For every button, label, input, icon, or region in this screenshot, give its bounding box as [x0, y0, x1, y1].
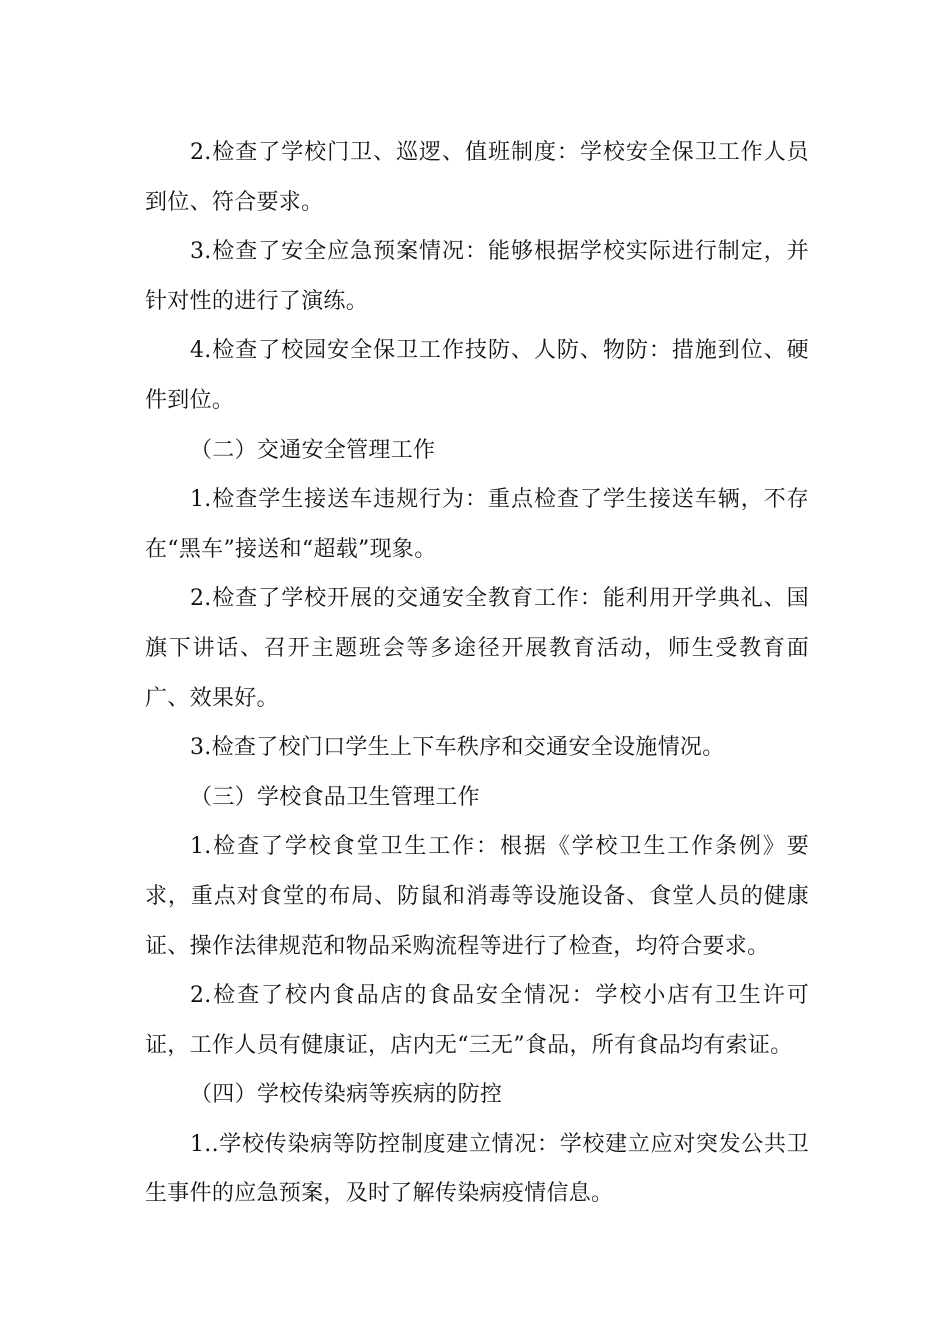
paragraph-food-store: 2.检查了校内食品店的食品安全情况：学校小店有卫生许可证，工作人员有健康证，店内无“三无”食品，所有食品均有索证。 — [145, 983, 809, 1058]
paragraph-traffic-education: 2.检查了学校开展的交通安全教育工作：能利用开学典礼、国旗下讲话、召开主题班会等多途径开展教育活动，师生受教育面广、效果好。 — [145, 586, 809, 711]
paragraph-emergency-plan: 3.检查了安全应急预案情况：能够根据学校实际进行制定，并针对性的进行了演练。 — [145, 239, 809, 314]
paragraph-shuttle-violations: 1.检查学生接送车违规行为：重点检查了学生接送车辆，不存在“黑车”接送和“超载”现象。 — [145, 487, 809, 562]
paragraph-campus-security: 4.检查了校园安全保卫工作技防、人防、物防：措施到位、硬件到位。 — [145, 338, 809, 413]
paragraph-guard-duty: 2.检查了学校门卫、巡逻、值班制度：学校安全保卫工作人员到位、符合要求。 — [145, 140, 809, 215]
document-body — [145, 128, 809, 1219]
paragraph-canteen-hygiene: 1.检查了学校食堂卫生工作：根据《学校卫生工作条例》要求，重点对食堂的布局、防鼠和消毒等设施设备、食堂人员的健康证、操作法律规范和物品采购流程等进行了检查，均符合要求。 — [145, 834, 809, 959]
paragraph-disease-prevention: 1..学校传染病等防控制度建立情况：学校建立应对突发公共卫生事件的应急预案，及时了解传染病疫情信息。 — [145, 1131, 809, 1207]
section-heading-food-hygiene: （三）学校食品卫生管理工作 — [190, 784, 480, 810]
section-heading-disease-control: （四）学校传染病等疾病的防控 — [190, 1082, 503, 1108]
paragraph-gate-order: 3.检查了校门口学生上下车秩序和交通安全设施情况。 — [190, 735, 725, 761]
section-heading-traffic-safety: （二）交通安全管理工作 — [190, 437, 436, 463]
